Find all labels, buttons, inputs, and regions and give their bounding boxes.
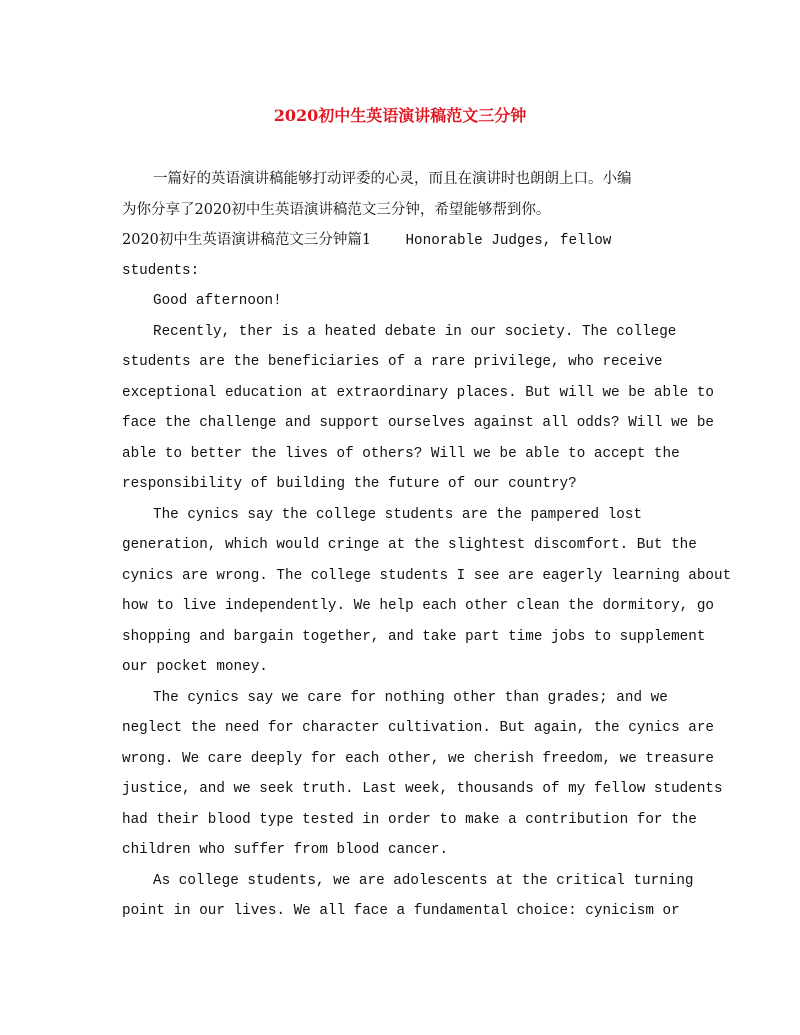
text-line: The cynics say the college students are the pampered lost [153,507,643,523]
text-line: students: [122,263,200,279]
text-line: had their blood type tested in order to make a contribution for the [122,812,697,828]
text-line: As college students, we are adolescents at the critical turning [153,873,694,889]
text-line: Good afternoon! [153,293,282,309]
text-line: point in our lives. We all face a fundamental choice: cynicism or [122,903,680,919]
heading-continuation: Honorable Judges, fellow [405,233,612,249]
text-line: our pocket money. [122,659,268,675]
text-line: justice, and we seek truth. Last week, thousands of my fellow students [122,781,723,797]
section-heading: 2020初中生英语演讲稿范文三分钟篇1 [122,232,372,248]
page-title: 2020初中生英语演讲稿范文三分钟 [273,106,527,125]
text-line: neglect the need for character cultivation. But again, the cynics are [122,720,714,736]
text-line: shopping and bargain together, and take part time jobs to supplement [122,629,706,645]
text-line: generation, which would cringe at the slightest discomfort. But the [122,537,697,553]
text-line: face the challenge and support ourselves against all odds? Will we be [122,415,714,431]
text-line: responsibility of building the future of our country? [122,476,577,492]
section-heading-line [122,228,611,253]
text-line: children who suffer from blood cancer. [122,842,449,858]
text-line: wrong. We care deeply for each other, we cherish freedom, we treasure [122,751,714,767]
text-line: how to live independently. We help each other clean the dormitory, go [122,598,714,614]
text-line: Recently, ther is a heated debate in our society. The college [153,324,677,340]
text-line: students are the beneficiaries of a rare privilege, who receive [122,354,663,370]
intro-line-1: 一篇好的英语演讲稿能够打动评委的心灵，而且在演讲时也朗朗上口。小编 [153,171,632,187]
text-line: able to better the lives of others? Will we be able to accept the [122,446,680,462]
heading-spacer [371,233,405,249]
text-line: cynics are wrong. The college students I see are eagerly learning about [122,568,732,584]
intro-line-2: 为你分享了2020初中生英语演讲稿范文三分钟，希望能够帮到你。 [122,202,551,218]
text-line: exceptional education at extraordinary places. But will we be able to [122,385,714,401]
text-line: The cynics say we care for nothing other than grades; and we [153,690,668,706]
